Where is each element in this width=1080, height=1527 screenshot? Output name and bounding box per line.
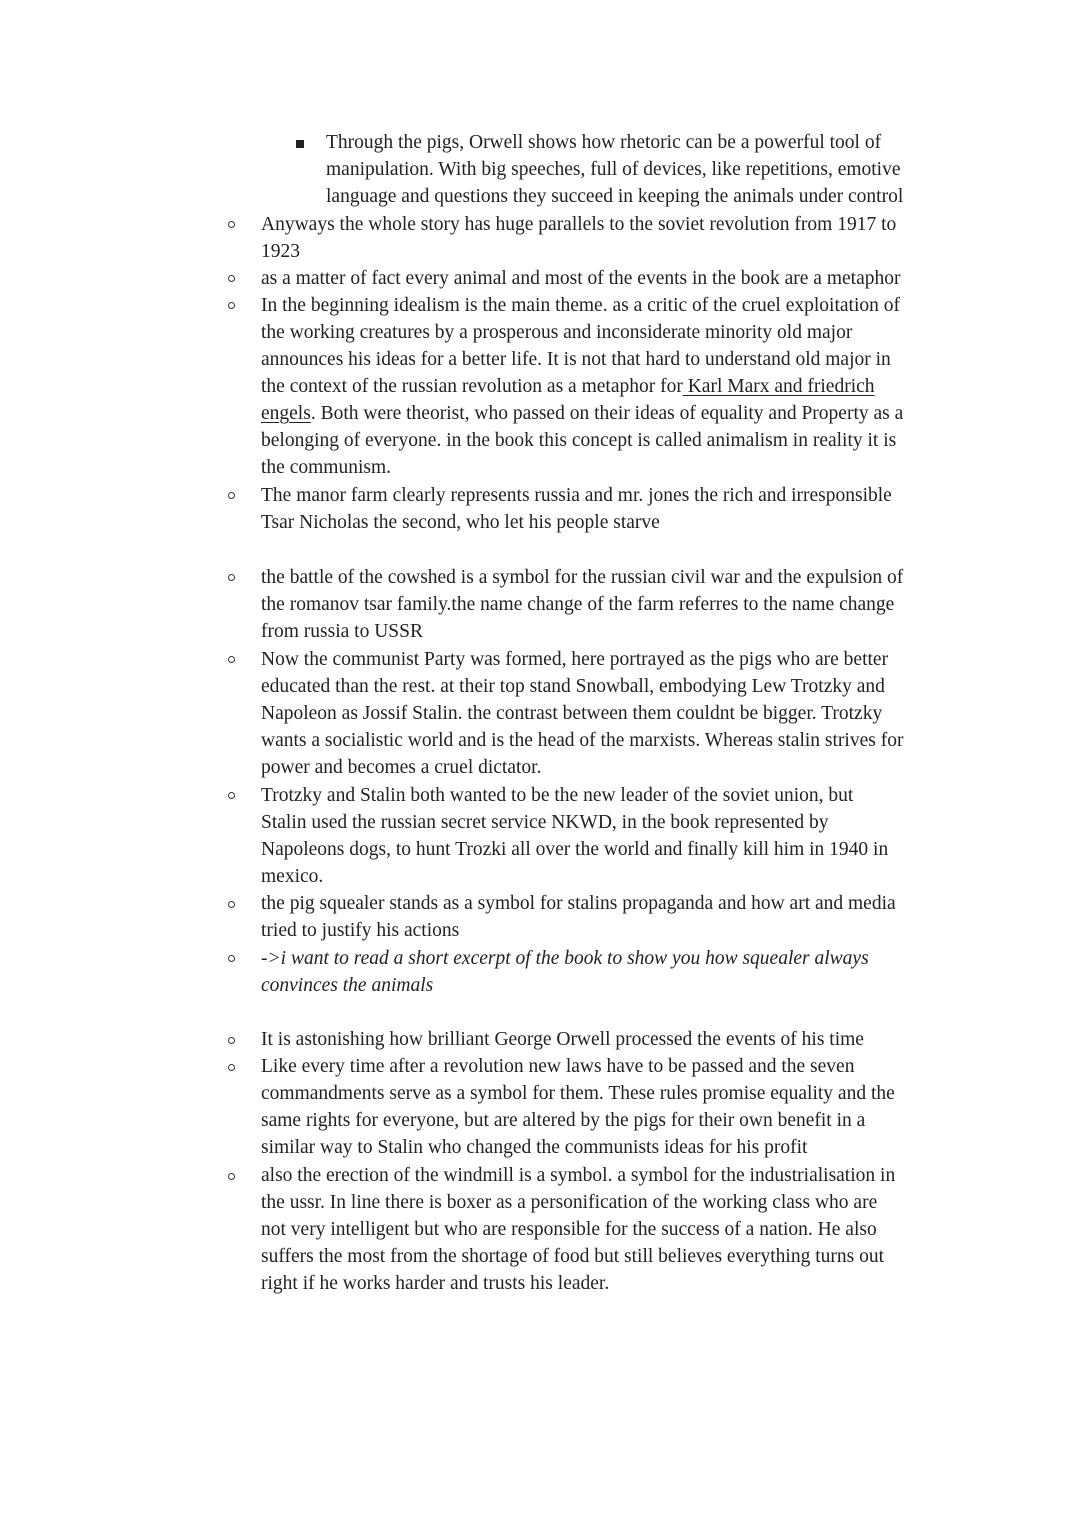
text-line: the romanov tsar family.the name change of the farm referres to the name change	[261, 594, 895, 615]
circle-bullet-icon	[228, 492, 235, 499]
text-line-italic: ->i want to read a short excerpt of the book to show you how squealer always	[261, 948, 869, 969]
text-line: power and becomes a cruel dictator.	[261, 757, 542, 778]
circle-bullet-icon	[228, 1064, 235, 1071]
circle-bullet-icon	[228, 792, 235, 799]
circle-bullet-icon	[228, 574, 235, 581]
text-line: same rights for everyone, but are altered by the pigs for their own benefit in a	[261, 1110, 866, 1131]
text-line: commandments serve as a symbol for them. These rules promise equality and the	[261, 1083, 895, 1104]
text-line: manipulation. With big speeches, full of devices, like repetitions, emotive	[326, 159, 901, 180]
text-line: Tsar Nicholas the second, who let his people starve	[261, 512, 660, 533]
text-line: the pig squealer stands as a symbol for stalins propaganda and how art and media	[261, 893, 896, 914]
circle-bullet-icon	[228, 221, 235, 228]
text-line: tried to justify his actions	[261, 920, 460, 941]
text-line: similar way to Stalin who changed the communists ideas for his profit	[261, 1137, 808, 1158]
circle-bullet-icon	[228, 955, 235, 962]
text-line: Stalin used the russian secret service NKWD, in the book represented by	[261, 812, 829, 833]
circle-bullet-icon	[228, 302, 235, 309]
text-line: belonging of everyone. in the book this concept is called animalism in reality it is	[261, 430, 897, 451]
text-line: 1923	[261, 241, 300, 262]
text-line: Napoleons dogs, to hunt Trozki all over the world and finally kill him in 1940 in	[261, 839, 889, 860]
text-line: Like every time after a revolution new laws have to be passed and the seven	[261, 1056, 855, 1077]
text-line: Trotzky and Stalin both wanted to be the new leader of the soviet union, but	[261, 785, 854, 806]
text-line: language and questions they succeed in keeping the animals under control	[326, 186, 904, 207]
text-line-italic: convinces the animals	[261, 975, 434, 996]
text-line: announces his ideas for a better life. It is not that hard to understand old major in	[261, 349, 891, 370]
text-line	[261, 373, 875, 400]
text-line: from russia to USSR	[261, 621, 423, 642]
text-line: as a matter of fact every animal and most of the events in the book are a metaphor	[261, 268, 901, 289]
text-line: not very intelligent but who are responsible for the success of a nation. He also	[261, 1219, 877, 1240]
text-line: the communism.	[261, 457, 391, 478]
text-line: Now the communist Party was formed, here portrayed as the pigs who are better	[261, 649, 889, 670]
circle-bullet-icon	[228, 901, 235, 908]
circle-bullet-icon	[228, 275, 235, 282]
text-span: . Both were theorist, who passed on their ideas of equality and Property as a	[310, 403, 904, 424]
marx-engels-link[interactable]: Karl Marx and friedrich	[682, 376, 875, 397]
text-line: suffers the most from the shortage of food but still believes everything turns out	[261, 1246, 884, 1267]
text-span: the context of the russian revolution as a metaphor for	[261, 376, 683, 397]
text-line: In the beginning idealism is the main theme. as a critic of the cruel exploitation of	[261, 295, 900, 316]
circle-bullet-icon	[228, 1037, 235, 1044]
text-line: right if he works harder and trusts his leader.	[261, 1273, 610, 1294]
text-line: wants a socialistic world and is the head of the marxists. Whereas stalin strives for	[261, 730, 904, 751]
square-bullet-icon	[296, 140, 304, 148]
text-line: educated than the rest. at their top stand Snowball, embodying Lew Trotzky and	[261, 676, 885, 697]
text-line: the ussr. In line there is boxer as a personification of the working class who are	[261, 1192, 878, 1213]
text-line: the working creatures by a prosperous and inconsiderate minority old major	[261, 322, 853, 343]
text-line: also the erection of the windmill is a symbol. a symbol for the industrialisation in	[261, 1165, 896, 1186]
circle-bullet-icon	[228, 656, 235, 663]
text-line: mexico.	[261, 866, 324, 887]
text-line: The manor farm clearly represents russia and mr. jones the rich and irresponsible	[261, 485, 892, 506]
text-line: Through the pigs, Orwell shows how rhetoric can be a powerful tool of	[326, 132, 882, 153]
circle-bullet-icon	[228, 1173, 235, 1180]
text-line: the battle of the cowshed is a symbol for the russian civil war and the expulsion of	[261, 567, 904, 588]
text-line: Napoleon as Jossif Stalin. the contrast between them couldnt be bigger. Trotzky	[261, 703, 883, 724]
text-line: It is astonishing how brilliant George Orwell processed the events of his time	[261, 1029, 864, 1050]
marx-engels-link-continued[interactable]: engels	[261, 403, 311, 424]
text-line	[261, 400, 903, 427]
text-line: Anyways the whole story has huge parallels to the soviet revolution from 1917 to	[261, 214, 897, 235]
